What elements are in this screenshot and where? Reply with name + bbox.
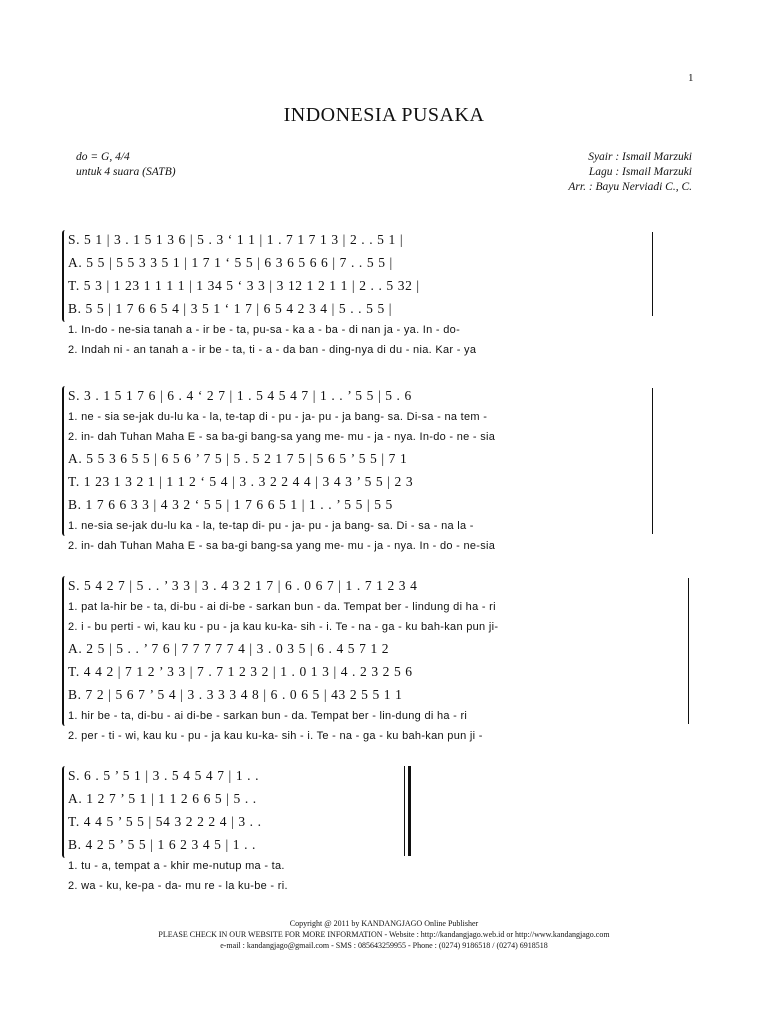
bass-line: B. 7 2 | 5 6 7 ’ 5 4 | 3 . 3 3 3 4 8 | 6 . 0 6 5 | 43 2 5 5 1 1 (68, 687, 403, 702)
voicing: untuk 4 suara (SATB) (76, 166, 176, 178)
system-brace (62, 576, 70, 726)
lyric-verse-2: 2. i - bu perti - wi, kau ku - pu - ja kau ku-ka- sih - i. Te - na - ga - ku bah-kan pun ji- (68, 621, 499, 633)
bass-line: B. 4 2 5 ’ 5 5 | 1 6 2 3 4 5 | 1 . . (68, 837, 257, 852)
lyric-verse-1: 1. tu - a, tempat a - khir me-nutup ma - ta. (68, 860, 285, 872)
system-end-barline (688, 578, 689, 724)
system-end-barline (652, 388, 653, 534)
composer: Lagu : Ismail Marzuki (588, 166, 692, 178)
system-end-barline (652, 232, 653, 316)
soprano-line: S. 3 . 1 5 1 7 6 | 6 . 4 ‘ 2 7 | 1 . 5 4 5 4 7 | 1 . . ’ 5 5 | 5 . 6 (68, 388, 412, 403)
copyright-line: Copyright @ 2011 by KANDANGJAGO Online Publisher (289, 919, 479, 928)
lyric-verse-2: 2. per - ti - wi, kau ku - pu - ja kau ku-ka- sih - i. Te - na - ga - ku bah-kan pun ji - (68, 730, 483, 742)
alto-line: A. 2 5 | 5 . . ’ 7 6 | 7 7 7 7 7 4 | 3 . 0 3 5 | 6 . 4 5 7 1 2 (68, 641, 390, 656)
contact-line: e-mail : kandangjago@gmail.com - SMS : 085643259955 - Phone : (0274) 9186518 / (0274) 6918518 (220, 941, 548, 950)
tenor-line: T. 4 4 5 ’ 5 5 | 54 3 2 2 2 4 | 3 . . (68, 814, 262, 829)
final-barline-thin (404, 766, 405, 856)
system-brace (62, 230, 70, 322)
alto-line: A. 5 5 | 5 5 3 3 5 1 | 1 7 1 ‘ 5 5 | 6 3 6 5 6 6 | 7 . . 5 5 | (68, 255, 393, 270)
lyric-verse-1: 1. hir be - ta, di-bu - ai di-be - sarkan bun - da. Tempat ber - lin-dung di ha - ri (68, 710, 468, 722)
alto-line: A. 5 5 3 6 5 5 | 6 5 6 ’ 7 5 | 5 . 5 2 1 7 5 | 5 6 5 ’ 5 5 | 7 1 (68, 451, 408, 466)
lyric-verse-1: 1. In-do - ne-sia tanah a - ir be - ta, pu-sa - ka a - ba - di nan ja - ya. In - do- (68, 324, 461, 336)
lyric-verse-1: 1. pat la-hir be - ta, di-bu - ai di-be - sarkan bun - da. Tempat ber - lindung di ha - ri (68, 601, 496, 613)
song-meta-left (76, 150, 176, 180)
final-barline-thick (408, 766, 411, 856)
tenor-line: T. 1 23 1 3 2 1 | 1 1 2 ‘ 5 4 | 3 . 3 2 2 4 4 | 3 4 3 ’ 5 5 | 2 3 (68, 474, 414, 489)
soprano-line: S. 5 4 2 7 | 5 . . ’ 3 3 | 3 . 4 3 2 1 7 | 6 . 0 6 7 | 1 . 7 1 2 3 4 (68, 578, 418, 593)
lyricist: Syair : Ismail Marzuki (588, 151, 692, 163)
lyric-verse-2: 2. in- dah Tuhan Maha E - sa ba-gi bang-sa yang me- mu - ja - nya. In-do - ne - sia (68, 431, 496, 443)
lyric-verse-1: 1. ne - sia se-jak du-lu ka - la, te-tap di - pu - ja- pu - ja bang- sa. Di-sa - na tem - (68, 411, 488, 423)
system-brace (62, 386, 70, 536)
lyric-verse-1: 1. ne-sia se-jak du-lu ka - la, te-tap di- pu - ja- pu - ja bang- sa. Di - sa - na la - (68, 520, 474, 532)
system-brace (62, 766, 70, 858)
soprano-line: S. 6 . 5 ’ 5 1 | 3 . 5 4 5 4 7 | 1 . . (68, 768, 260, 783)
lyric-verse-2: 2. wa - ku, ke-pa - da- mu re - la ku-be - ri. (68, 880, 288, 892)
song-meta-right (568, 150, 692, 195)
key-signature: do = G, 4/4 (76, 151, 130, 163)
arranger: Arr. : Bayu Nerviadi C., C. (568, 181, 692, 193)
song-title: INDONESIA PUSAKA (283, 104, 485, 126)
page-number: 1 (688, 72, 694, 84)
copyright-footer (0, 918, 768, 951)
score-system-1 (62, 228, 682, 360)
bass-line: B. 5 5 | 1 7 6 6 5 4 | 3 5 1 ‘ 1 7 | 6 5 4 2 3 4 | 5 . . 5 5 | (68, 301, 393, 316)
score-system-3 (62, 574, 682, 746)
score-system-4 (62, 764, 682, 896)
bass-line: B. 1 7 6 6 3 3 | 4 3 2 ‘ 5 5 | 1 7 6 6 5 1 | 1 . . ’ 5 5 | 5 5 (68, 497, 393, 512)
lyric-verse-2: 2. Indah ni - an tanah a - ir be - ta, ti - a - da ban - ding-nya di du - nia. Kar - ya (68, 344, 477, 356)
tenor-line: T. 5 3 | 1 23 1 1 1 1 | 1 34 5 ‘ 3 3 | 3 12 1 2 1 1 | 2 . . 5 32 | (68, 278, 420, 293)
lyric-verse-2: 2. in- dah Tuhan Maha E - sa ba-gi bang-sa yang me- mu - ja - nya. In - do - ne-sia (68, 540, 496, 552)
website-line: PLEASE CHECK IN OUR WEBSITE FOR MORE INFORMATION - Website : http://kandangjago.web.id or http://www.kandangjago.com (158, 930, 610, 939)
score-system-2 (62, 384, 682, 556)
soprano-line: S. 5 1 | 3 . 1 5 1 3 6 | 5 . 3 ‘ 1 1 | 1 . 7 1 7 1 3 | 2 . . 5 1 | (68, 232, 404, 247)
alto-line: A. 1 2 7 ’ 5 1 | 1 1 2 6 6 5 | 5 . . (68, 791, 257, 806)
tenor-line: T. 4 4 2 | 7 1 2 ’ 3 3 | 7 . 7 1 2 3 2 | 1 . 0 1 3 | 4 . 2 3 2 5 6 (68, 664, 413, 679)
